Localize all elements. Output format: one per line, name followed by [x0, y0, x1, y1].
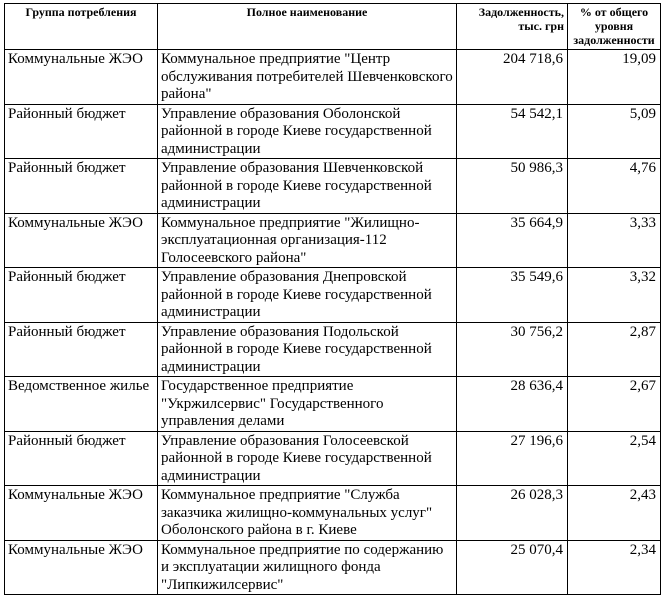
debt-table [4, 3, 661, 595]
cell-percent: 2,43 [568, 486, 661, 541]
cell-percent: 2,34 [568, 540, 661, 595]
cell-debt: 35 549,6 [457, 268, 568, 323]
header-percent: % от общего уровня задолженности [568, 4, 661, 50]
table-row [5, 213, 661, 268]
cell-debt: 54 542,1 [457, 104, 568, 159]
cell-name: Управление образования Оболонской районной в городе Киеве государственной администрации [158, 104, 457, 159]
cell-debt: 204 718,6 [457, 50, 568, 105]
cell-percent: 2,87 [568, 322, 661, 377]
cell-group: Ведомственное жилье [5, 377, 158, 432]
table-row [5, 50, 661, 105]
cell-debt: 35 664,9 [457, 213, 568, 268]
cell-percent: 3,33 [568, 213, 661, 268]
cell-group: Районный бюджет [5, 431, 158, 486]
cell-percent: 2,67 [568, 377, 661, 432]
cell-group: Районный бюджет [5, 268, 158, 323]
table-row [5, 540, 661, 595]
cell-percent: 3,32 [568, 268, 661, 323]
cell-percent: 4,76 [568, 159, 661, 214]
cell-name: Коммунальное предприятие "Служба заказчика жилищно-коммунальных услуг" Оболонского района в г. Киеве [158, 486, 457, 541]
cell-debt: 25 070,4 [457, 540, 568, 595]
cell-debt: 50 986,3 [457, 159, 568, 214]
table-row [5, 377, 661, 432]
cell-name: Управление образования Шевченковской районной в городе Киеве государственной администрации [158, 159, 457, 214]
cell-name: Коммунальное предприятие по содержанию и эксплуатации жилищного фонда "Липкижилсервис" [158, 540, 457, 595]
cell-percent: 19,09 [568, 50, 661, 105]
cell-name: Управление образования Голосеевской районной в городе Киеве государственной администрации [158, 431, 457, 486]
cell-percent: 2,54 [568, 431, 661, 486]
header-group: Группа потребления [5, 4, 158, 50]
table-header-row [5, 4, 661, 50]
table-row [5, 322, 661, 377]
cell-debt: 30 756,2 [457, 322, 568, 377]
cell-debt: 27 196,6 [457, 431, 568, 486]
cell-name: Коммунальное предприятие "Центр обслуживания потребителей Шевченковского района" [158, 50, 457, 105]
table-row [5, 159, 661, 214]
cell-group: Районный бюджет [5, 159, 158, 214]
table-row [5, 431, 661, 486]
header-name: Полное наименование [158, 4, 457, 50]
table-row [5, 268, 661, 323]
cell-name: Коммунальное предприятие "Жилищно-эксплуатационная организация-112 Голосеевского района" [158, 213, 457, 268]
cell-name: Государственное предприятие "Укржилсервис" Государственного управления делами [158, 377, 457, 432]
cell-name: Управление образования Подольской районной в городе Киеве государственной администрации [158, 322, 457, 377]
table-row [5, 486, 661, 541]
cell-group: Коммунальные ЖЭО [5, 213, 158, 268]
cell-group: Коммунальные ЖЭО [5, 540, 158, 595]
cell-group: Коммунальные ЖЭО [5, 486, 158, 541]
cell-group: Районный бюджет [5, 104, 158, 159]
cell-debt: 26 028,3 [457, 486, 568, 541]
cell-group: Коммунальные ЖЭО [5, 50, 158, 105]
cell-debt: 28 636,4 [457, 377, 568, 432]
cell-name: Управление образования Днепровской районной в городе Киеве государственной администрации [158, 268, 457, 323]
cell-group: Районный бюджет [5, 322, 158, 377]
cell-percent: 5,09 [568, 104, 661, 159]
header-debt: Задолженность, тыс. грн [457, 4, 568, 50]
table-row [5, 104, 661, 159]
